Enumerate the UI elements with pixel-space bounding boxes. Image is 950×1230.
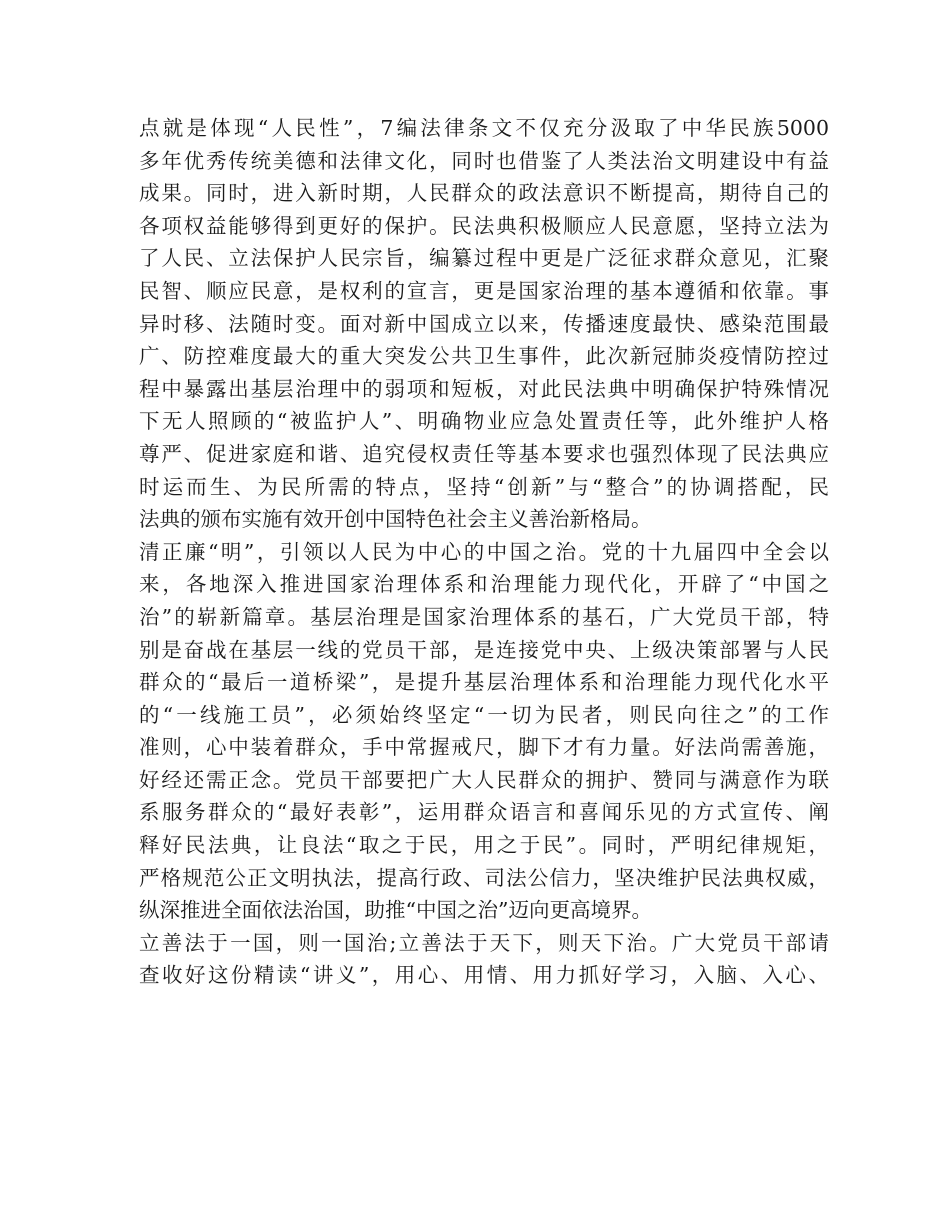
- body-text: [139, 112, 829, 992]
- text-line: 严格规范公正文明执法，提高行政、司法公信力，坚决维护民法典权威，: [139, 865, 829, 890]
- text-line: 释好民法典，让良法“取之于民，用之于民”。同时，严明纪律规矩，: [139, 833, 829, 858]
- text-line: 法典的颁布实施有效开创中国特色社会主义善治新格局。: [139, 507, 652, 532]
- text-line: 系服务群众的“最好表彰”，运用群众语言和喜闻乐见的方式宣传、阐: [139, 800, 829, 825]
- text-line: 各项权益能够得到更好的保护。民法典积极顺应人民意愿，坚持立法为: [139, 213, 829, 238]
- text-line: 尊严、促进家庭和谐、追究侵权责任等基本要求也强烈体现了民法典应: [139, 441, 829, 466]
- text-line: 立善法于一国，则一国治;立善法于天下，则天下治。广大党员干部请: [139, 930, 829, 955]
- text-line: 查收好这份精读“讲义”，用心、用情、用力抓好学习，入脑、入心、: [139, 963, 829, 988]
- paragraph-1: [139, 112, 829, 536]
- text-line: 的“一线施工员”，必须始终坚定“一切为民者，则民向往之”的工作: [139, 702, 829, 727]
- text-line: 多年优秀传统美德和法律文化，同时也借鉴了人类法治文明建设中有益: [139, 148, 829, 173]
- text-line: 群众的“最后一道桥梁”，是提升基层治理体系和治理能力现代化水平: [139, 670, 829, 695]
- text-line: 成果。同时，进入新时期，人民群众的政法意识不断提高，期待自己的: [139, 181, 829, 206]
- paragraph-3: [139, 927, 829, 992]
- text-line: 程中暴露出基层治理中的弱项和短板，对此民法典中明确保护特殊情况: [139, 376, 829, 401]
- text-line: 好经还需正念。党员干部要把广大人民群众的拥护、赞同与满意作为联: [139, 767, 829, 792]
- text-line: 治”的崭新篇章。基层治理是国家治理体系的基石，广大党员干部，特: [139, 604, 829, 629]
- text-line: 了人民、立法保护人民宗旨，编纂过程中更是广泛征求群众意见，汇聚: [139, 246, 829, 271]
- text-line: 点就是体现“人民性”，7编法律条文不仅充分汲取了中华民族5000: [139, 116, 829, 140]
- text-line: 民智、顺应民意，是权利的宣言，更是国家治理的基本遵循和依靠。事: [139, 278, 829, 303]
- text-line: 广、防控难度最大的重大突发公共卫生事件，此次新冠肺炎疫情防控过: [139, 344, 829, 369]
- text-line: 异时移、法随时变。面对新中国成立以来，传播速度最快、感染范围最: [139, 311, 829, 336]
- text-line: 准则，心中装着群众，手中常握戒尺，脚下才有力量。好法尚需善施，: [139, 735, 829, 760]
- text-line: 来，各地深入推进国家治理体系和治理能力现代化，开辟了“中国之: [139, 572, 829, 597]
- text-line: 别是奋战在基层一线的党员干部，是连接党中央、上级决策部署与人民: [139, 637, 829, 662]
- text-line: 清正廉“明”，引领以人民为中心的中国之治。党的十九届四中全会以: [139, 539, 829, 564]
- paragraph-2: [139, 536, 829, 927]
- text-line: 下无人照顾的“被监护人”、明确物业应急处置责任等，此外维护人格: [139, 409, 829, 434]
- text-line: 纵深推进全面依法治国，助推“中国之治”迈向更高境界。: [139, 898, 652, 923]
- text-line: 时运而生、为民所需的特点，坚持“创新”与“整合”的协调搭配，民: [139, 474, 829, 499]
